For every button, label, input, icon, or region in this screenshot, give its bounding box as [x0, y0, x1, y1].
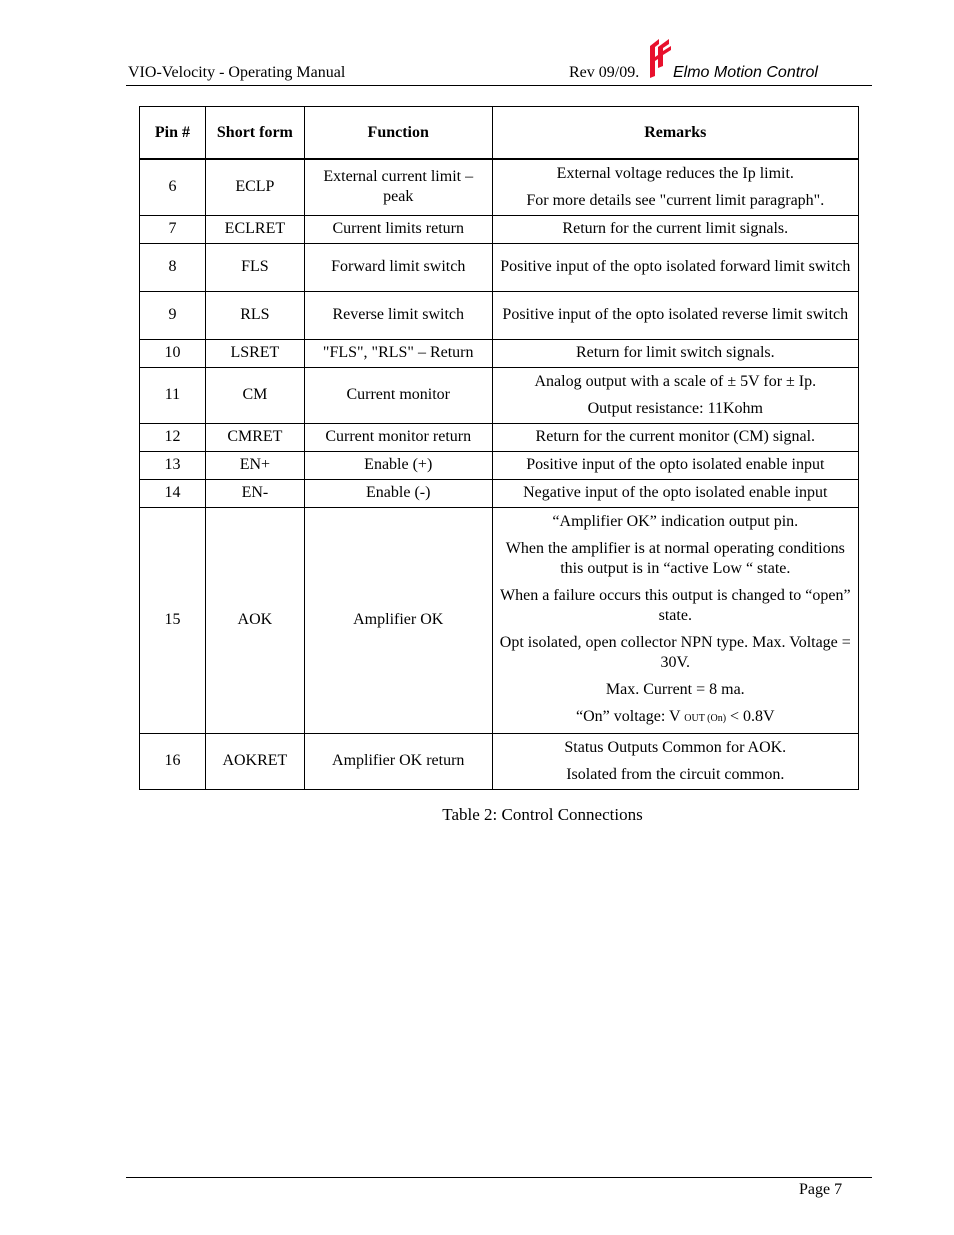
- cell-short-form: CM: [205, 367, 304, 423]
- cell-short-form: ECLP: [205, 159, 304, 215]
- table-row: [140, 507, 859, 733]
- remark-line: When the amplifier is at normal operating conditions this output is in “active Low “ state.: [505, 539, 845, 577]
- table-row: [140, 291, 859, 339]
- remark-line: Opt isolated, open collector NPN type. Max. Voltage = 30V.: [499, 633, 851, 671]
- table-row: [140, 451, 859, 479]
- remark-line: Isolated from the circuit common.: [566, 765, 785, 783]
- cell-pin: 15: [140, 507, 206, 733]
- cell-pin: 16: [140, 733, 206, 789]
- cell-pin: 9: [140, 291, 206, 339]
- footer-divider: [126, 1177, 872, 1178]
- cell-pin: 7: [140, 215, 206, 243]
- cell-short-form: LSRET: [205, 339, 304, 367]
- remark-line: Negative input of the opto isolated enable input: [523, 484, 828, 501]
- cell-short-form: EN-: [205, 479, 304, 507]
- table-row: [140, 339, 859, 367]
- remark-line: Positive input of the opto isolated enable input: [526, 456, 825, 473]
- revision-label: Rev 09/09.: [569, 64, 640, 81]
- cell-short-form: AOKRET: [205, 733, 304, 789]
- cell-pin: 12: [140, 423, 206, 451]
- cell-function: Reverse limit switch: [304, 291, 492, 339]
- cell-short-form: AOK: [205, 507, 304, 733]
- on-voltage-subscript: OUT (On): [684, 712, 727, 724]
- remark-line: Positive input of the opto isolated reverse limit switch: [502, 306, 849, 323]
- cell-remarks: [492, 291, 858, 339]
- cell-remarks: [492, 339, 858, 367]
- cell-short-form: FLS: [205, 243, 304, 291]
- on-voltage-prefix: “On” voltage: V: [575, 707, 685, 725]
- cell-function: Enable (-): [304, 479, 492, 507]
- table-row: [140, 215, 859, 243]
- cell-remarks: [492, 159, 858, 215]
- control-connections-table: [139, 106, 859, 790]
- cell-short-form: RLS: [205, 291, 304, 339]
- cell-function: Amplifier OK: [304, 507, 492, 733]
- header-divider: [126, 85, 872, 86]
- cell-short-form: EN+: [205, 451, 304, 479]
- remark-line: Status Outputs Common for AOK.: [564, 738, 787, 756]
- cell-pin: 10: [140, 339, 206, 367]
- cell-function: Current limits return: [304, 215, 492, 243]
- remark-line: Analog output with a scale of ± 5V for ± Ip.: [534, 372, 817, 390]
- table-row: [140, 733, 859, 789]
- cell-remarks: [492, 367, 858, 423]
- cell-function: "FLS", "RLS" – Return: [304, 339, 492, 367]
- cell-remarks: [492, 479, 858, 507]
- remark-line: Return for the current limit signals.: [562, 220, 789, 237]
- cell-pin: 8: [140, 243, 206, 291]
- column-header-short-form: Short form: [205, 107, 304, 160]
- brand-name: Elmo Motion Control: [673, 64, 818, 81]
- cell-remarks: [492, 507, 858, 733]
- remark-on-voltage: [499, 707, 852, 729]
- cell-remarks: [492, 451, 858, 479]
- cell-function: Current monitor return: [304, 423, 492, 451]
- table-header-row: [140, 107, 859, 160]
- remark-line: “Amplifier OK” indication output pin.: [552, 512, 799, 530]
- remark-line: External voltage reduces the Ip limit.: [556, 164, 794, 182]
- cell-short-form: ECLRET: [205, 215, 304, 243]
- column-header-pin: Pin #: [140, 107, 206, 160]
- cell-function: Current monitor: [304, 367, 492, 423]
- cell-pin: 6: [140, 159, 206, 215]
- cell-function: External current limit – peak: [304, 159, 492, 215]
- column-header-function: Function: [304, 107, 492, 160]
- cell-short-form: CMRET: [205, 423, 304, 451]
- cell-remarks: [492, 215, 858, 243]
- cell-pin: 13: [140, 451, 206, 479]
- remark-line: Return for the current monitor (CM) signal.: [535, 428, 816, 445]
- table-row: [140, 243, 859, 291]
- table-row: [140, 367, 859, 423]
- cell-remarks: [492, 243, 858, 291]
- remark-line: Positive input of the opto isolated forward limit switch: [500, 258, 851, 275]
- remark-line: Return for limit switch signals.: [575, 344, 775, 361]
- remark-line: For more details see "current limit paragraph".: [526, 191, 825, 209]
- table-row: [140, 423, 859, 451]
- table-row: [140, 159, 859, 215]
- cell-remarks: [492, 733, 858, 789]
- cell-function: Forward limit switch: [304, 243, 492, 291]
- cell-remarks: [492, 423, 858, 451]
- remark-line: Max. Current = 8 ma.: [605, 680, 745, 698]
- cell-pin: 11: [140, 367, 206, 423]
- document-title: VIO-Velocity - Operating Manual: [128, 64, 346, 81]
- page-number: Page 7: [799, 1181, 843, 1198]
- elmo-logo-icon: [647, 36, 675, 80]
- column-header-remarks: Remarks: [492, 107, 858, 160]
- remark-line: When a failure occurs this output is changed to “open” state.: [500, 586, 851, 624]
- cell-function: Enable (+): [304, 451, 492, 479]
- remark-line: Output resistance: 11Kohm: [587, 399, 763, 417]
- table-caption: Table 2: Control Connections: [442, 805, 643, 824]
- table-row: [140, 479, 859, 507]
- cell-function: Amplifier OK return: [304, 733, 492, 789]
- cell-pin: 14: [140, 479, 206, 507]
- on-voltage-suffix: < 0.8V: [726, 707, 775, 725]
